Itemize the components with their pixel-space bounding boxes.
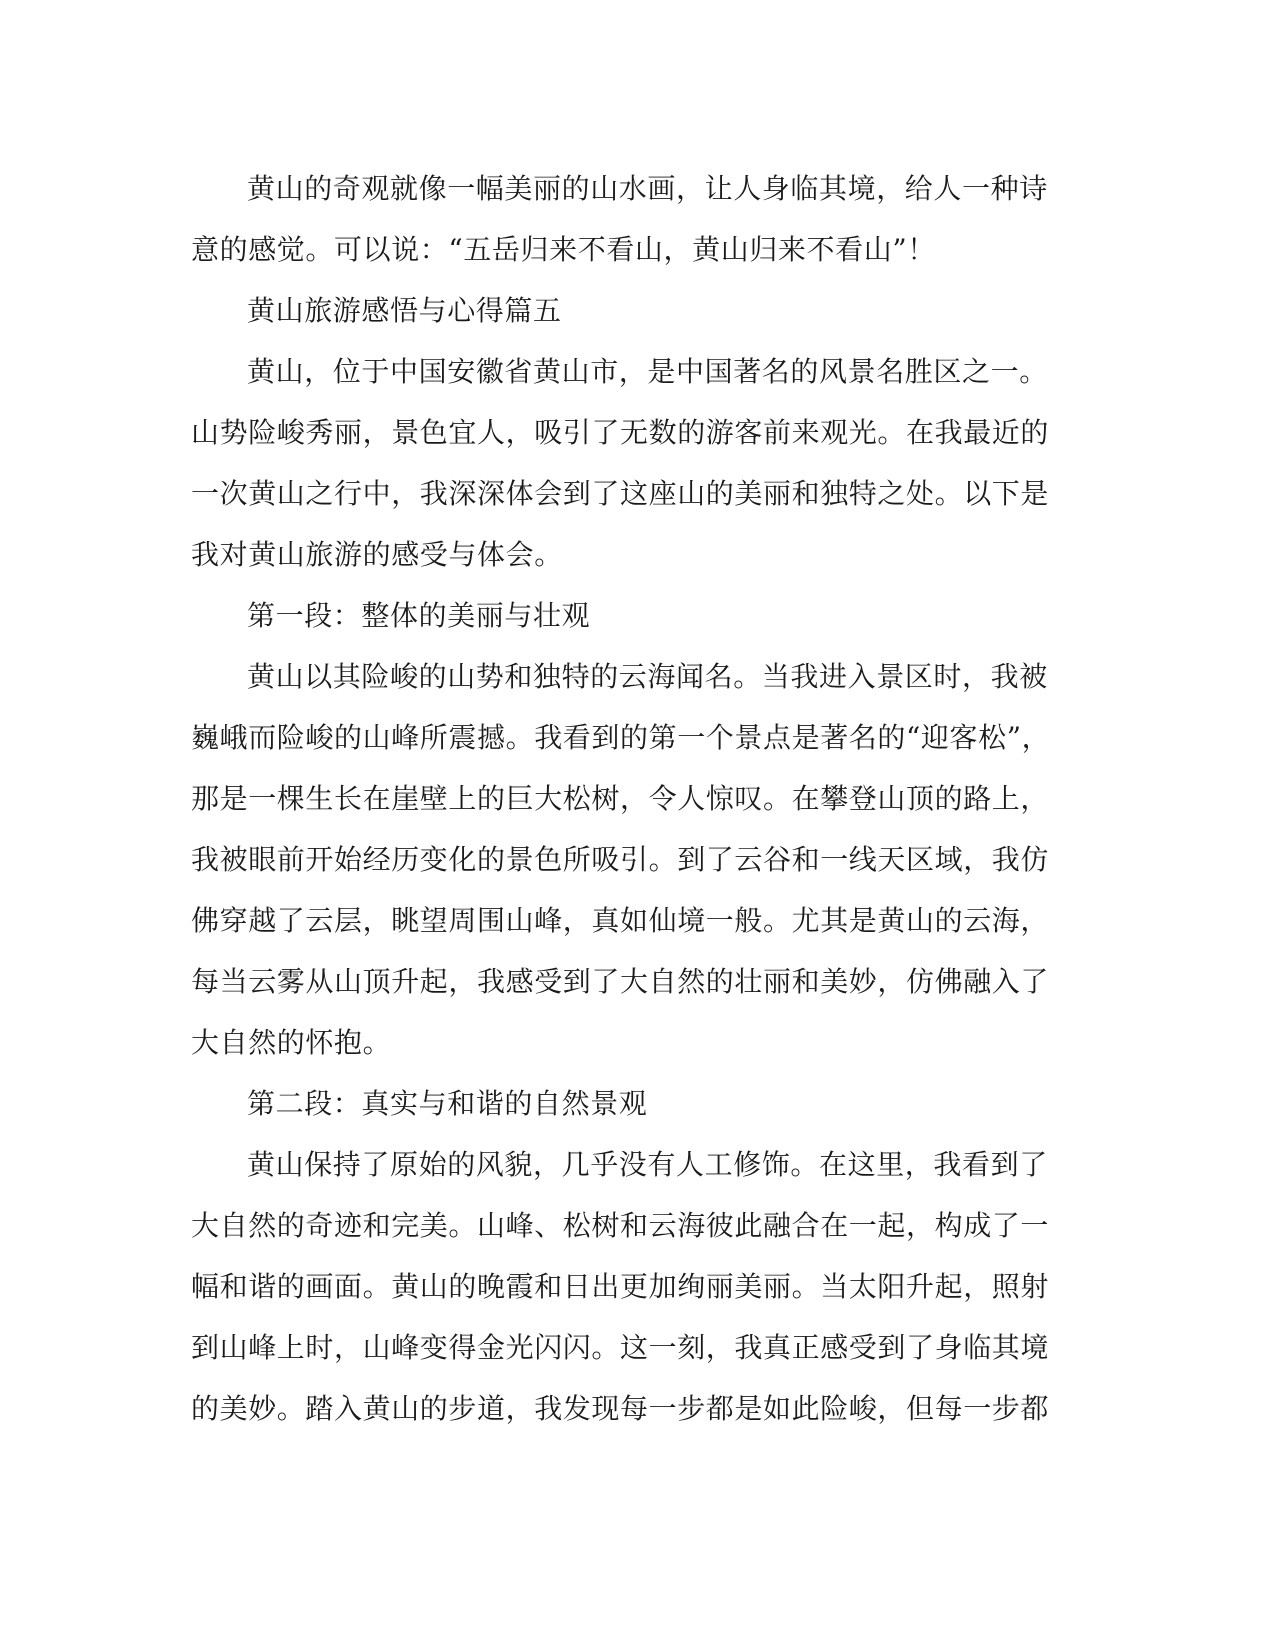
line: 山势险峻秀丽，景色宜人，吸引了无数的游客前来观光。在我最近的 [191,416,1050,449]
line: 黄山的奇观就像一幅美丽的山水画，让人身临其境，给人一种诗 [247,172,1048,205]
paragraph-introduction [191,341,1081,585]
section-title [191,280,1081,341]
line: 意的感觉。可以说：“五岳归来不看山，黄山归来不看山”！ [191,233,936,266]
document-body [191,158,1081,1439]
paragraph-section-one [191,646,1081,1073]
subheading-section-two [191,1073,1081,1134]
line: 我对黄山旅游的感受与体会。 [191,538,563,571]
line: 黄山旅游感悟与心得篇五 [247,294,562,327]
line: 大自然的奇迹和完美。山峰、松树和云海彼此融合在一起，构成了一 [191,1209,1050,1242]
line: 那是一棵生长在崖壁上的巨大松树，令人惊叹。在攀登山顶的路上， [191,782,1050,815]
line: 佛穿越了云层，眺望周围山峰，真如仙境一般。尤其是黄山的云海， [191,904,1050,937]
line: 第二段：真实与和谐的自然景观 [247,1087,648,1120]
line: 黄山保持了原始的风貌，几乎没有人工修饰。在这里，我看到了 [247,1148,1048,1181]
line: 到山峰上时，山峰变得金光闪闪。这一刻，我真正感受到了身临其境 [191,1331,1050,1364]
line: 幅和谐的画面。黄山的晚霞和日出更加绚丽美丽。当太阳升起，照射 [191,1270,1050,1303]
line: 我被眼前开始经历变化的景色所吸引。到了云谷和一线天区域，我仿 [191,843,1050,876]
paragraph-intro-conclusion [191,158,1081,280]
line: 的美妙。踏入黄山的步道，我发现每一步都是如此险峻，但每一步都 [191,1392,1050,1425]
paragraph-section-two [191,1134,1081,1439]
line: 第一段：整体的美丽与壮观 [247,599,591,632]
line: 黄山，位于中国安徽省黄山市，是中国著名的风景名胜区之一。 [247,355,1048,388]
line: 黄山以其险峻的山势和独特的云海闻名。当我进入景区时，我被 [247,660,1048,693]
line: 大自然的怀抱。 [191,1026,392,1059]
line: 一次黄山之行中，我深深体会到了这座山的美丽和独特之处。以下是 [191,477,1050,510]
subheading-section-one [191,585,1081,646]
line: 巍峨而险峻的山峰所震撼。我看到的第一个景点是著名的“迎客松”， [191,721,1051,754]
line: 每当云雾从山顶升起，我感受到了大自然的壮丽和美妙，仿佛融入了 [191,965,1050,998]
